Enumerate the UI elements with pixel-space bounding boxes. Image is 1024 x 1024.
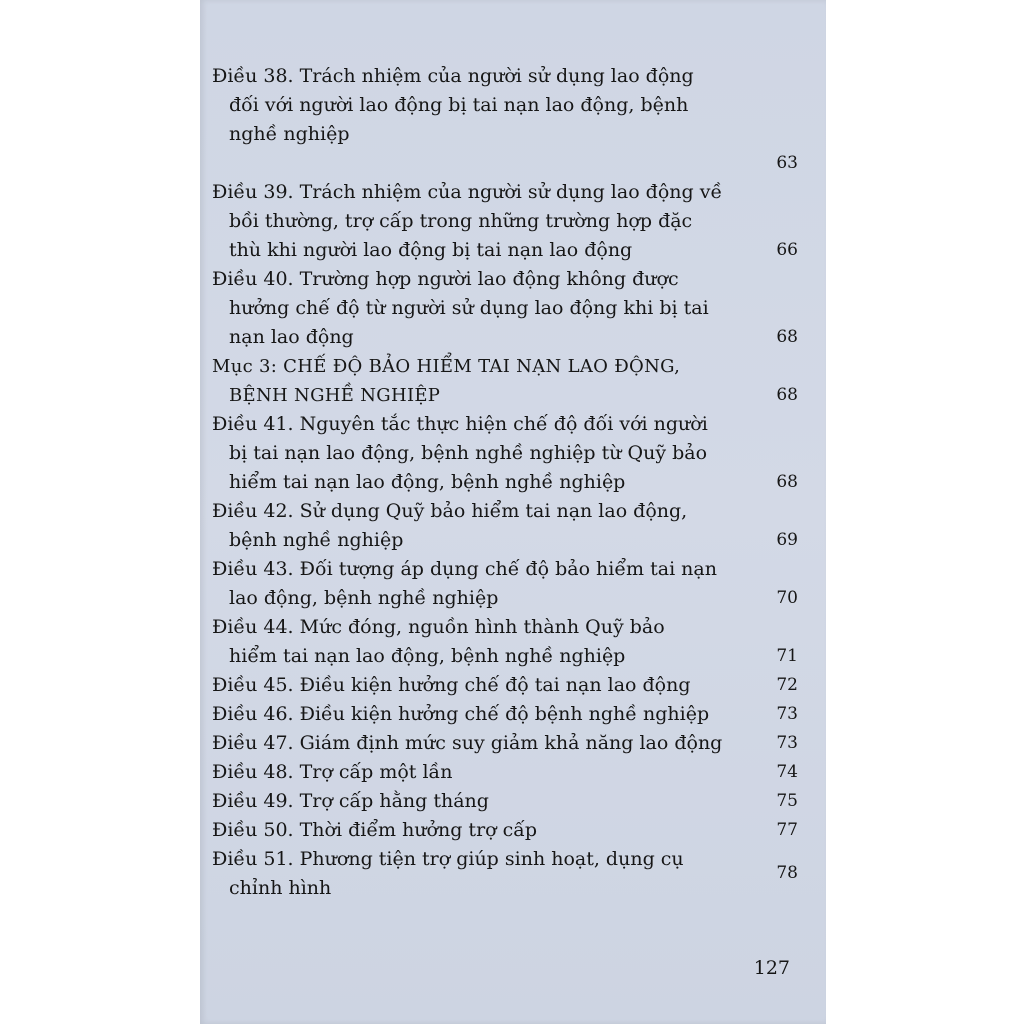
toc-page-number: 75 bbox=[776, 791, 798, 811]
toc-entry-line: Điều 38. Trách nhiệm của người sử dụng lao động bbox=[212, 65, 694, 87]
toc-entry-dieu-40 bbox=[212, 265, 798, 352]
toc-entry-line: hiểm tai nạn lao động, bệnh nghề nghiệp bbox=[229, 645, 626, 667]
toc-page-number: 78 bbox=[776, 863, 798, 883]
toc-entry-line: Điều 44. Mức đóng, nguồn hình thành Quỹ bảo bbox=[212, 616, 665, 638]
toc-entry-dieu-42 bbox=[212, 497, 798, 555]
toc-page-number: 70 bbox=[776, 588, 798, 608]
toc-page-number: 71 bbox=[776, 646, 798, 666]
toc-entry-dieu-46 bbox=[212, 700, 798, 729]
toc-page-number: 69 bbox=[776, 530, 798, 550]
toc-entry-dieu-48 bbox=[212, 758, 798, 787]
toc-entry-dieu-38 bbox=[212, 62, 798, 149]
toc-entry-line: thù khi người lao động bị tai nạn lao động bbox=[229, 239, 633, 261]
toc-page-number: 74 bbox=[776, 762, 798, 782]
table-of-contents bbox=[212, 62, 798, 903]
toc-entry-line: Điều 46. Điều kiện hưởng chế độ bệnh nghề nghiệp bbox=[212, 703, 710, 725]
toc-page-number: 68 bbox=[776, 472, 798, 492]
toc-entry-line: đối với người lao động bị tai nạn lao động, bệnh bbox=[229, 94, 689, 116]
toc-page-number: 63 bbox=[776, 153, 798, 173]
toc-page-row bbox=[212, 149, 798, 178]
toc-page-number: 73 bbox=[776, 733, 798, 753]
toc-page-number: 68 bbox=[776, 385, 798, 405]
toc-page-number: 72 bbox=[776, 675, 798, 695]
toc-entry-line: Điều 50. Thời điểm hưởng trợ cấp bbox=[212, 819, 538, 841]
toc-entry-dieu-43 bbox=[212, 555, 798, 613]
toc-entry-line: Điều 51. Phương tiện trợ giúp sinh hoạt, dụng cụ bbox=[212, 848, 684, 870]
toc-entry-line: bệnh nghề nghiệp bbox=[229, 529, 404, 551]
toc-page-number: 77 bbox=[776, 820, 798, 840]
toc-entry-line: hưởng chế độ từ người sử dụng lao động khi bị tai bbox=[229, 297, 709, 319]
toc-entry-dieu-45 bbox=[212, 671, 798, 700]
toc-entry-line: nghề nghiệp bbox=[229, 123, 350, 145]
toc-entry-line: Điều 45. Điều kiện hưởng chế độ tai nạn lao động bbox=[212, 674, 691, 696]
toc-entry-line: bị tai nạn lao động, bệnh nghề nghiệp từ Quỹ bảo bbox=[229, 442, 708, 464]
toc-entry-line: Điều 43. Đối tượng áp dụng chế độ bảo hiểm tai nạn bbox=[212, 558, 717, 580]
toc-section-line: Mục 3: CHẾ ĐỘ BẢO HIỂM TAI NẠN LAO ĐỘNG, bbox=[212, 356, 681, 377]
toc-entry-line: nạn lao động bbox=[229, 326, 354, 348]
toc-entry-dieu-39 bbox=[212, 178, 798, 265]
toc-entry-line: Điều 42. Sử dụng Quỹ bảo hiểm tai nạn lao động, bbox=[212, 500, 688, 522]
toc-entry-line: Điều 48. Trợ cấp một lần bbox=[212, 761, 453, 783]
toc-entry-line: Điều 47. Giám định mức suy giảm khả năng lao động bbox=[212, 732, 723, 754]
toc-entry-dieu-47 bbox=[212, 729, 798, 758]
toc-entry-line: Điều 41. Nguyên tắc thực hiện chế độ đối với người bbox=[212, 413, 708, 435]
toc-entry-line: lao động, bệnh nghề nghiệp bbox=[229, 587, 499, 609]
toc-entry-line: hiểm tai nạn lao động, bệnh nghề nghiệp bbox=[229, 471, 626, 493]
toc-page-number: 73 bbox=[776, 704, 798, 724]
toc-entry-dieu-51 bbox=[212, 845, 798, 903]
toc-entry-line: Điều 49. Trợ cấp hằng tháng bbox=[212, 790, 489, 812]
toc-entry-dieu-44 bbox=[212, 613, 798, 671]
toc-entry-line: Điều 39. Trách nhiệm của người sử dụng lao động về bbox=[212, 181, 723, 203]
toc-entry-dieu-49 bbox=[212, 787, 798, 816]
toc-page-number: 68 bbox=[776, 327, 798, 347]
toc-entry-dieu-41 bbox=[212, 410, 798, 497]
toc-entry-line: chỉnh hình bbox=[229, 877, 332, 899]
toc-section-line: BỆNH NGHỀ NGHIỆP bbox=[229, 385, 441, 406]
toc-section-muc-3 bbox=[212, 352, 798, 410]
toc-page-number: 66 bbox=[776, 240, 798, 260]
toc-entry-line: Điều 40. Trường hợp người lao động không được bbox=[212, 268, 679, 290]
toc-entry-dieu-50 bbox=[212, 816, 798, 845]
page-folio-number: 127 bbox=[753, 957, 790, 979]
toc-entry-line: bồi thường, trợ cấp trong những trường hợp đặc bbox=[229, 210, 693, 232]
